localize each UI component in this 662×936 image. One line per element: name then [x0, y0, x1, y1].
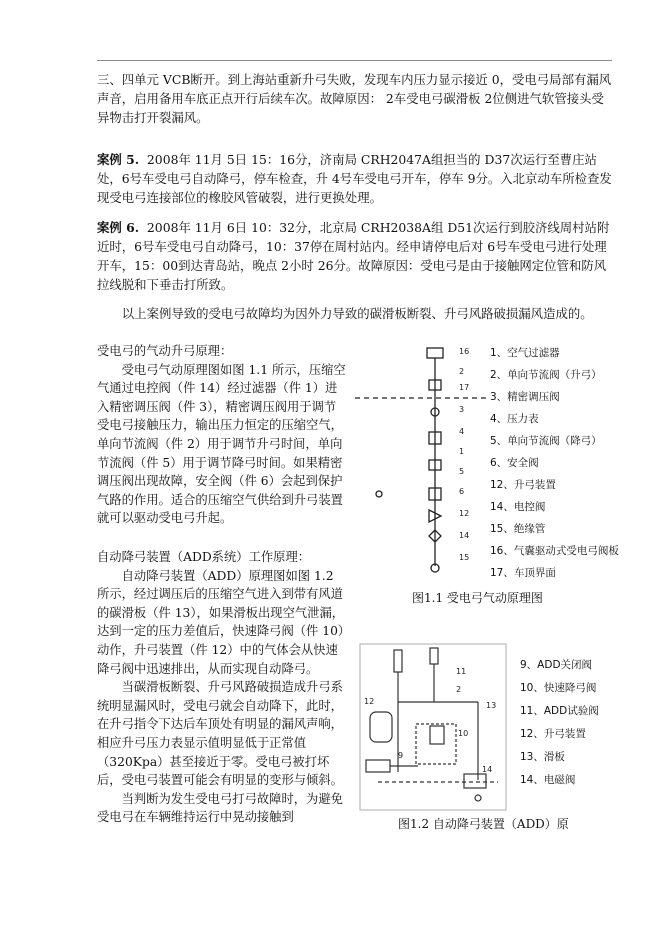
paragraph-summary: 以上案例导致的受电弓故障均为因外力导致的碳滑板断裂、升弓风路破损漏风造成的。: [121, 306, 593, 321]
legend-item: 3、精密调压阀: [490, 391, 560, 403]
legend-item: 4、压力表: [490, 413, 539, 425]
legend-item: 14、电磁阀: [520, 774, 576, 786]
legend-item: 17、车顶界面: [490, 567, 556, 579]
section2-body2: 当碳滑板断裂、升弓风路破损造成升弓系统明显漏风时，受电弓就会自动降下，此时，在升弓指令下达后车顶处有明显的漏风声响，相应升弓压力表显示值明显低于正常值（320Kpa）甚至接近于零。受电弓被打坏后，受电弓装置可能会有明显的变形与倾斜。: [97, 680, 343, 788]
section1-title: 受电弓的气动升弓原理：: [97, 344, 233, 358]
section-add-principle: [97, 548, 347, 827]
case-6-label: 案例 6.: [97, 220, 140, 235]
legend-item: 2、单向节流阀（升弓）: [490, 369, 602, 381]
figure-1-1-legend: [490, 342, 619, 584]
fig2-tag-13: 13: [486, 701, 497, 710]
section1-body: 受电弓气动原理图如图 1.1 所示，压缩空气通过电控阀（件 14）经过滤器（件 1）进入精密调压阀（件 3），精密调压阀用于调节受电弓接触压力，输出压力恒定的压缩空气，单向节流阀（件 2）用于调节升弓时间，单向节流阀（件 5）用于调节降弓时间。如果精密调压阀出现故障，安全阀（件 6）会起到保护气路的作用。适合的压缩空气供给到升弓装置就可以驱动受电弓升起。: [97, 362, 346, 526]
paragraph-case-5: 案例 5. 2008年 11月 5日 15：16分，济南局 CRH2047A组担当的 D37次运行至曹庄站处，6号车受电弓自动降弓，停车检查，升 4号车受电弓开车，停车 9分。入北京动车所检查发现受电弓连接部位的橡胶风管破裂，进行更换处理。: [97, 152, 612, 205]
case-5-label: 案例 5.: [97, 152, 140, 167]
fig2-tag-9: 9: [398, 751, 404, 760]
section2-body1: 自动降弓装置（ADD）原理图如图 1.2 所示，经过调压后的压缩空气进入到带有风道的碳滑板（件 13），如果滑板出现空气泄漏，达到一定的压力差值后，快速降弓阀（件 10）动作，升弓装置（件 12）中的气体会从快速降弓阀中迅速排出，从而实现自动降弓。: [97, 568, 345, 676]
legend-item: 12、升弓装置: [520, 728, 586, 740]
paragraph-case-4-end: 三、四单元 VCB断开。到上海站重新升弓失败，发现车内压力显示接近 0，受电弓局部有漏风声音，启用备用车底正点开行后续车次。故障原因： 2车受电弓碳滑板 2位侧进气软管接头受异物击打开裂漏风。: [97, 72, 612, 125]
fig1-tag-12: 12: [459, 509, 470, 518]
legend-item: 10、快速降弓阀: [520, 682, 597, 694]
legend-item: 15、绝缘管: [490, 523, 546, 535]
legend-item: 16、气囊驱动式受电弓阀板: [490, 545, 619, 557]
fig1-tag-6: 6: [459, 487, 465, 496]
fig1-tag-3: 3: [459, 405, 465, 414]
section2-body3: 当判断为发生受电弓打弓故障时，为避免受电弓在车辆维持运行中晃动接触到: [97, 791, 343, 825]
fig1-tag-16: 16: [459, 347, 470, 356]
legend-item: 11、ADD试验阀: [520, 705, 599, 717]
fig1-tag-1: 1: [459, 447, 465, 456]
section2-title: 自动降弓装置（ADD系统）工作原理：: [97, 550, 311, 564]
fig1-tag-15: 15: [459, 553, 470, 562]
legend-item: 6、安全阀: [490, 457, 539, 469]
fig1-tag-14: 14: [459, 531, 470, 540]
fig2-tag-14: 14: [482, 765, 493, 774]
fig2-tag-10: 10: [458, 729, 469, 738]
section-pneumatic-principle: [97, 342, 347, 528]
fig1-tag-5: 5: [459, 467, 465, 476]
figure-1-2-diagram: [358, 642, 508, 812]
legend-item: 13、滑板: [520, 751, 565, 763]
fig2-tag-11: 11: [456, 667, 467, 676]
figure-1-2-legend: [520, 654, 599, 792]
paragraph-case-6: 案例 6. 2008年 11月 6日 10：32分，北京局 CRH2038A组 D51次运行到胶济线周村站附近时，6号车受电弓自动降弓，10：37停在周村站内。经申请停电后对 6号车受电弓进行处理开车，15：00到达青岛站，晚点 2小时 26分。故障原因：受电弓是由于接触网定位管和防风拉线脱和下垂击打所致。: [97, 220, 610, 292]
legend-item: 14、电控阀: [490, 501, 546, 513]
fig1-tag-4: 4: [459, 427, 465, 436]
figure-1-2-caption: 图1.2 自动降弓装置（ADD）原: [398, 817, 569, 831]
legend-item: 5、单向节流阀（降弓）: [490, 435, 602, 447]
fig1-tag-2: 2: [459, 367, 465, 376]
legend-item: 12、升弓装置: [490, 479, 556, 491]
fig1-tag-17: 17: [459, 383, 470, 392]
header-rule: [97, 60, 612, 61]
legend-item: 1、空气过滤器: [490, 347, 560, 359]
figure-1-1-caption: 图1.1 受电弓气动原理图: [412, 591, 543, 605]
figure-1-1-diagram: [355, 340, 495, 580]
fig2-tag-2: 2: [456, 685, 462, 694]
legend-item: 9、ADD关闭阀: [520, 659, 593, 671]
fig2-tag-12: 12: [364, 697, 375, 706]
